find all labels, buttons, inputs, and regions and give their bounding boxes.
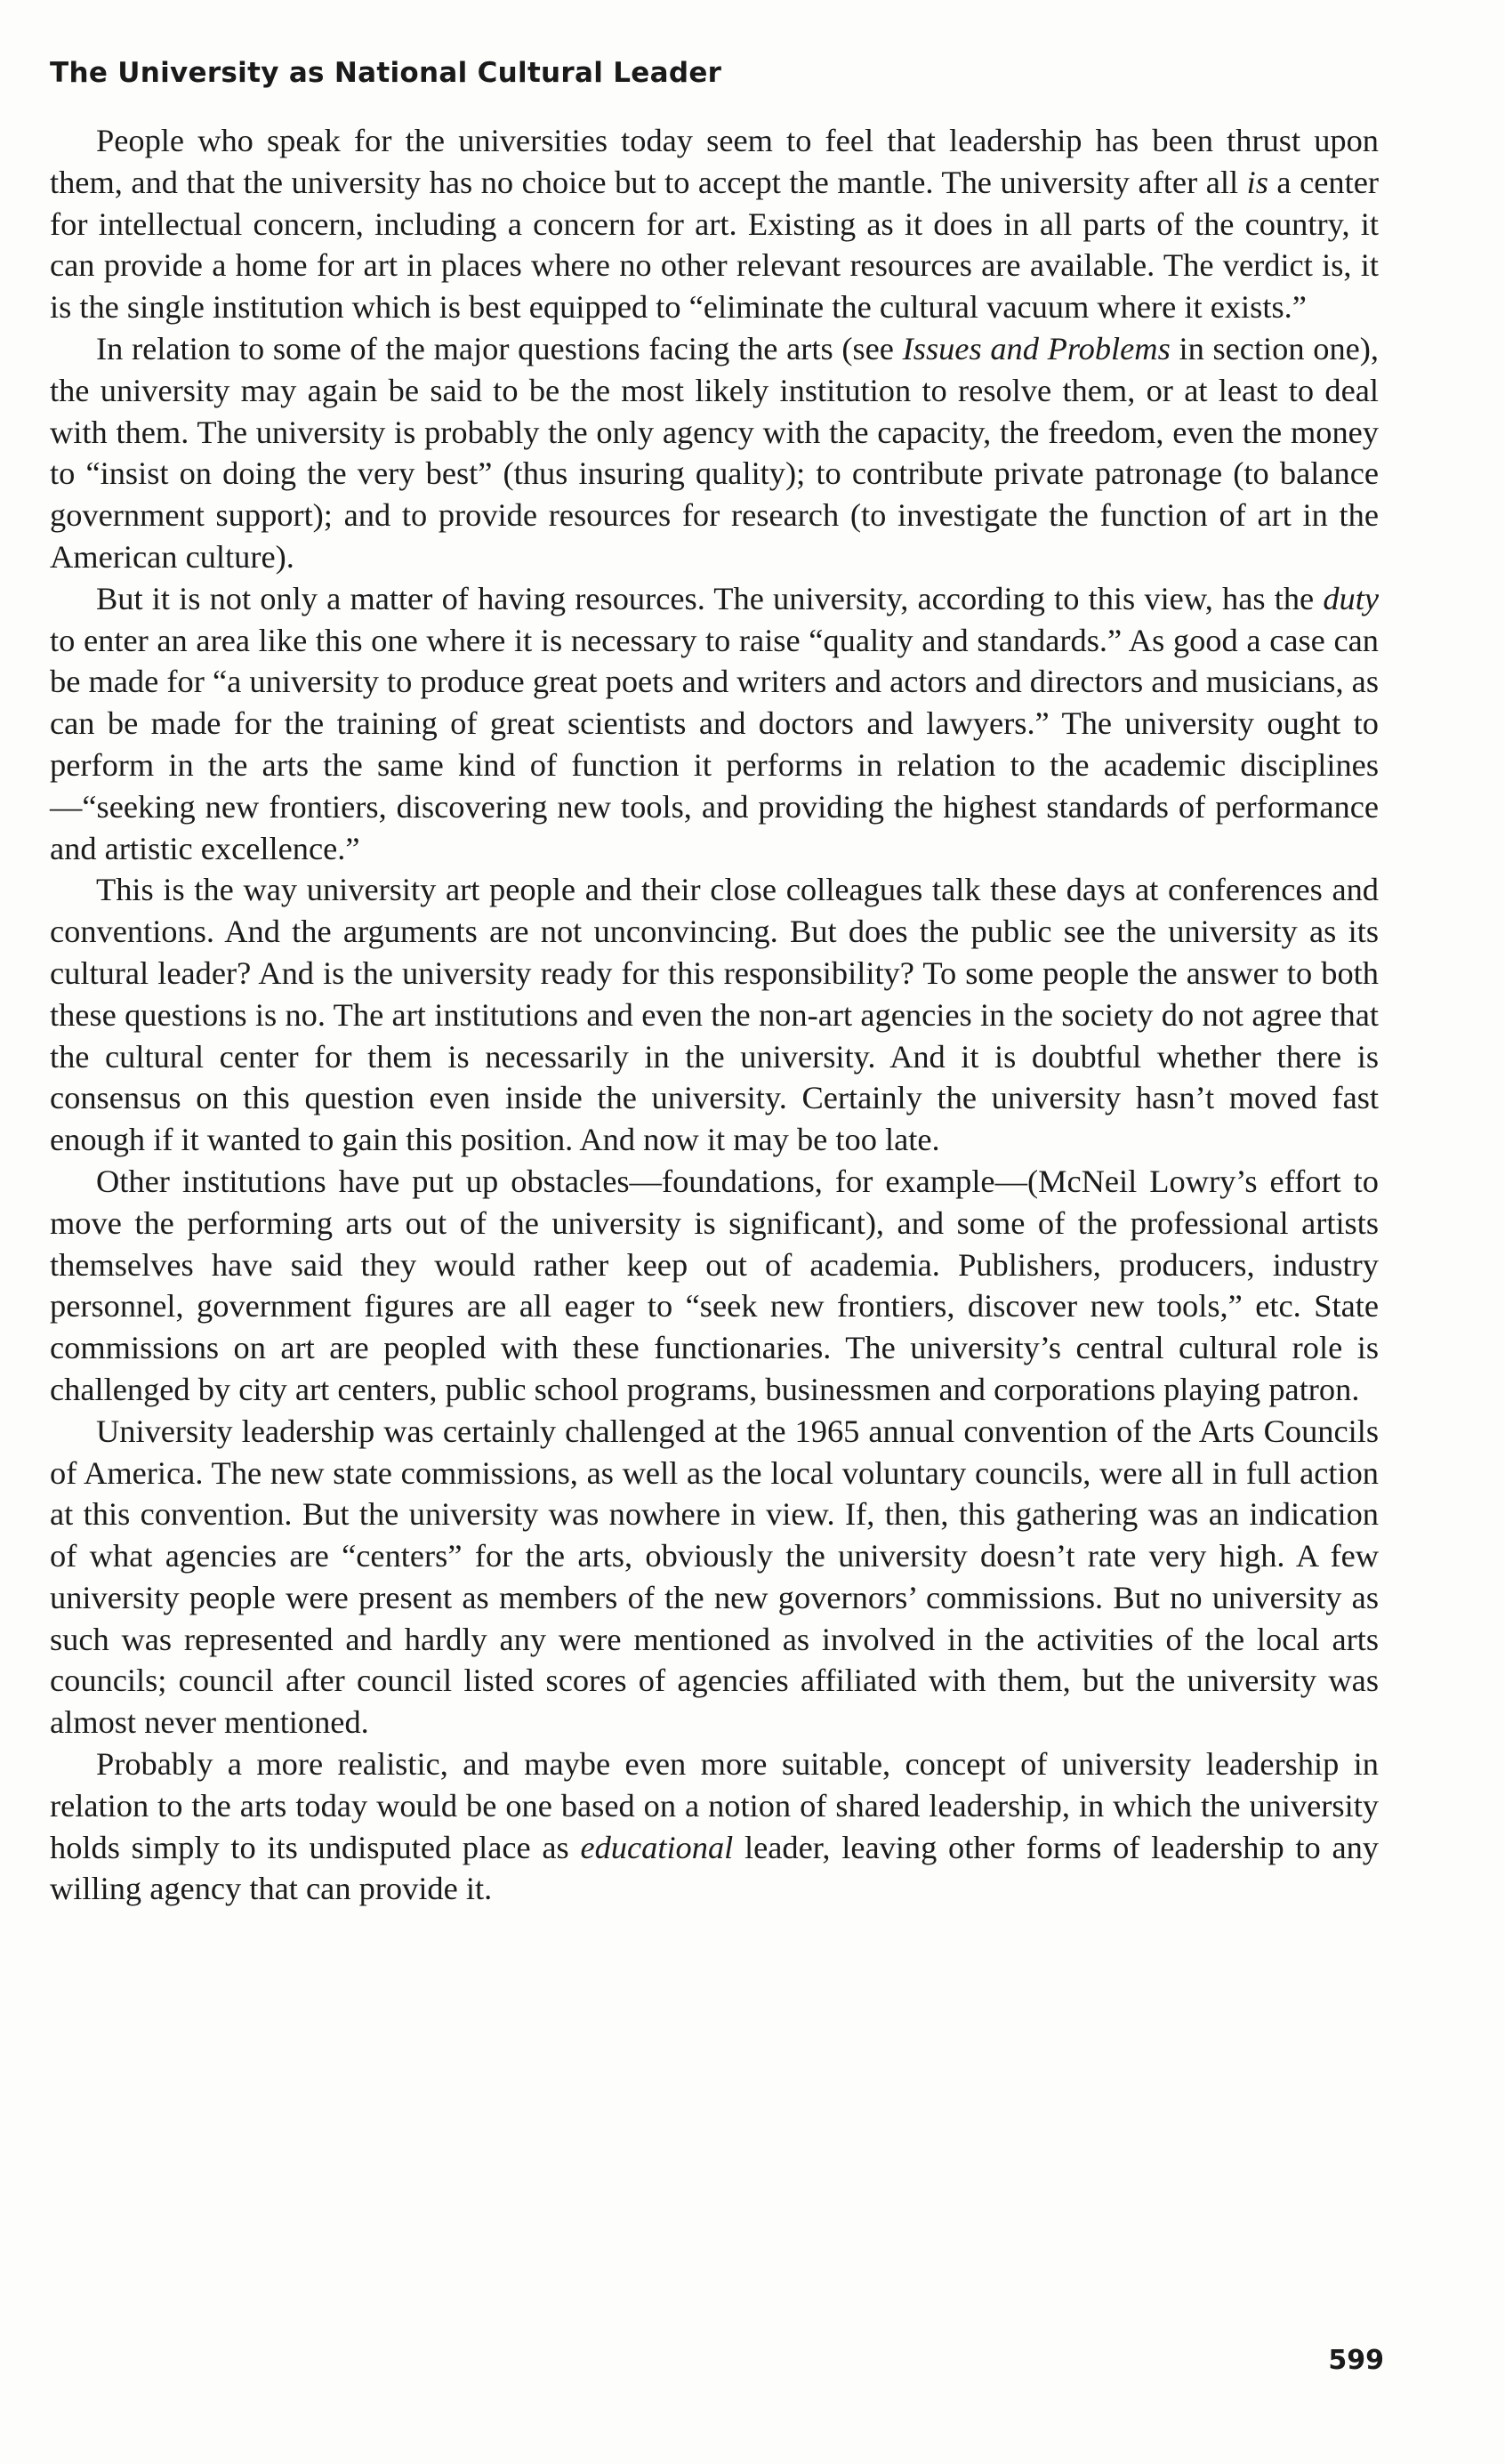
italic-text: is — [1246, 164, 1268, 200]
paragraph — [50, 1743, 1379, 1910]
text-run: University leadership was certainly challenged at the 1965 annual convention of the Arts Councils of America. The new state commissions, as well as the local voluntary councils, were all in full action at this convention. But the university was nowhere in view. If, then, this gathering was an indication of what agencies are “centers” for the arts, obviously the university doesn’t rate very high. A few university people were present as members of the new governors’ commissions. But no university as such was represented and hardly any were mentioned as involved in the activities of the local arts councils; council after council listed scores of agencies affiliated with them, but the university was almost never mentioned. — [50, 1413, 1379, 1741]
paragraph — [50, 328, 1379, 578]
section-heading: The University as National Cultural Leader — [50, 57, 722, 89]
text-run: leader, leaving other forms of leadership to any willing agency that can provide it. — [50, 1829, 1379, 1907]
paragraph — [50, 120, 1379, 328]
italic-text: Issues and Problems — [902, 330, 1171, 366]
paragraph — [50, 578, 1379, 870]
text-run: in section one), the university may again be said to be the most likely institution to resolve them, or at least to deal with them. The university is probably the only agency with the capacity, the freedom, even the money to “insist on doing the very best” (thus insuring quality); to contribute private patronage (to balance government support); and to provide resources for research (to investigate the function of art in the American culture). — [50, 330, 1380, 575]
text-run: to enter an area like this one where it is necessary to raise “quality and standards.” As good a case can be made for “a university to produce great poets and writers and actors and directors and musicians, as can be made for the training of great scientists and doctors and lawyers.” The university ought to perform in the arts the same kind of function it performs in relation to the academic disciplines—“seeking new frontiers, discovering new tools, and providing the highest standards of performance and artistic excellence.” — [50, 622, 1379, 866]
text-run: People who speak for the universities today seem to feel that leadership has been thrust upon them, and that the university has no choice but to accept the mantle. The university after all — [50, 123, 1379, 200]
italic-text: educational — [580, 1829, 734, 1865]
italic-text: duty — [1323, 580, 1379, 616]
text-run: Probably a more realistic, and maybe even more suitable, concept of university leadership in relation to the arts today would be one based on a notion of shared leadership, in which the university holds simply to its undisputed place as — [50, 1746, 1379, 1865]
text-run: a center for intellectual concern, including a concern for art. Existing as it does in all parts of the country, it can provide a home for art in places where no other relevant resources are available. The verdict is, it is the single institution which is best equipped to “eliminate the cultural vacuum where it exists.” — [50, 164, 1379, 326]
body-text — [50, 120, 1379, 1910]
text-run: Other institutions have put up obstacles—foundations, for example—(McNeil Lowry’s effort to move the performing arts out of the university is significant), and some of the professional artists themselves have said they would rather keep out of academia. Publishers, producers, industry personnel, government figures are all eager to “seek new frontiers, discover new tools,” etc. State commissions on art are peopled with these functionaries. The university’s central cultural role is challenged by city art centers, public school programs, businessmen and corporations playing patron. — [50, 1163, 1379, 1407]
paragraph — [50, 869, 1379, 1161]
text-run: This is the way university art people and their close colleagues talk these days at conferences and conventions. And the arguments are not unconvincing. But does the public see the university as its cultural leader? And is the university ready for this responsibility? To some people the answer to both these questions is no. The art institutions and even the non-art agencies in the society do not agree that the cultural center for them is necessarily in the university. And it is doubtful whether there is consensus on this question even inside the university. Certainly the university hasn’t moved fast enough if it wanted to gain this position. And now it may be too late. — [50, 872, 1379, 1158]
paragraph — [50, 1161, 1379, 1411]
page-number: 599 — [1328, 2345, 1384, 2376]
paragraph — [50, 1411, 1379, 1743]
text-run: In relation to some of the major questions facing the arts (see — [96, 330, 903, 366]
text-run: But it is not only a matter of having resources. The university, according to this view, has the — [96, 580, 1324, 616]
